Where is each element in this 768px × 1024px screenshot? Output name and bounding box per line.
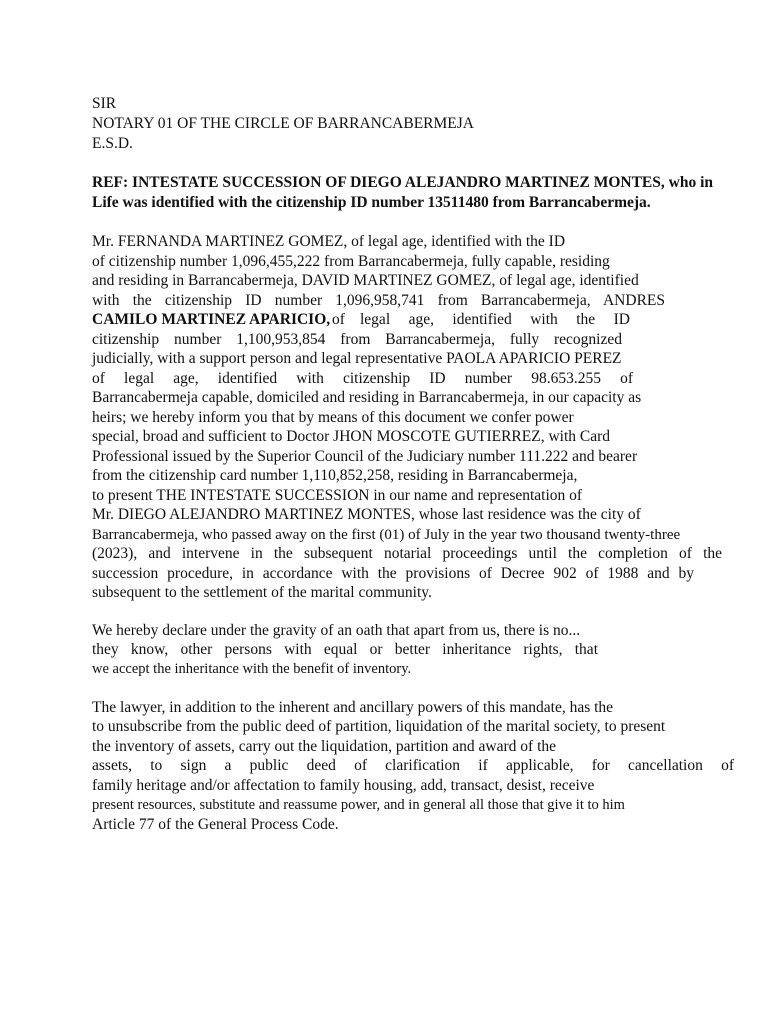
para1-line-15: Mr. DIEGO ALEJANDRO MARTINEZ MONTES, whose last residence was the city of: [92, 506, 641, 523]
para1-line-14: to present THE INTESTATE SUCCESSION in our name and representation of: [92, 487, 583, 504]
para2-line-1: We hereby declare under the gravity of an oath that apart from us, there is no...: [92, 622, 581, 639]
para1-line-18: succession procedure, in accordance with the provisions of Decree 902 of 1988 and by: [92, 565, 694, 582]
notary-office: NOTARY 01 OF THE CIRCLE OF BARRANCABERMEJA: [92, 115, 474, 132]
para1-line-5-rest: legal age, identified with the ID: [360, 311, 630, 328]
para1-line-8: of legal age, identified with citizenship ID number 98.653.255 of: [92, 370, 633, 387]
para1-line-4: with the citizenship ID number 1,096,958,741 from Barrancabermeja, ANDRES: [92, 292, 665, 309]
para1-line-17: (2023), and intervene in the subsequent notarial proceedings until the completion of the: [92, 545, 722, 562]
para1-line-5: [92, 310, 630, 330]
para1-line-10: heirs; we hereby inform you that by means of this document we confer power: [92, 409, 574, 426]
para3-line-6: present resources, substitute and reassume power, and in general all those that give it to him: [92, 797, 625, 813]
esd-line: E.S.D.: [92, 135, 133, 152]
para3-line-5: family heritage and/or affectation to family housing, add, transact, desist, receive: [92, 777, 595, 794]
para1-line-12: Professional issued by the Superior Council of the Judiciary number 111.222 and bearer: [92, 448, 638, 465]
para3-line-7: Article 77 of the General Process Code.: [92, 816, 339, 833]
para1-line-19: subsequent to the settlement of the marital community.: [92, 584, 432, 601]
para1-line-16: Barrancabermeja, who passed away on the first (01) of July in the year two thousand twenty-three: [92, 527, 681, 543]
para2-line-3: we accept the inheritance with the benefit of inventory.: [92, 661, 412, 677]
reference-line-1: REF: INTESTATE SUCCESSION OF DIEGO ALEJANDRO MARTINEZ MONTES, who in: [92, 174, 714, 191]
para3-line-1: The lawyer, in addition to the inherent and ancillary powers of this mandate, has the: [92, 699, 614, 716]
para1-line-13: from the citizenship card number 1,110,852,258, residing in Barrancabermeja,: [92, 467, 578, 484]
para1-line-1: Mr. FERNANDA MARTINEZ GOMEZ, of legal age, identified with the ID: [92, 233, 566, 250]
para1-line-11: special, broad and sufficient to Doctor JHON MOSCOTE GUTIERREZ, with Card: [92, 428, 611, 445]
para2-line-2: they know, other persons with equal or better inheritance rights, that: [92, 641, 598, 658]
para3-line-3: the inventory of assets, carry out the liquidation, partition and award of the: [92, 738, 557, 755]
reference-line-2: Life was identified with the citizenship ID number 13511480 from Barrancabermeja.: [92, 194, 651, 211]
salutation: SIR: [92, 95, 117, 112]
para3-line-2: to unsubscribe from the public deed of partition, liquidation of the marital society, to present: [92, 718, 666, 735]
para3-line-4: assets, to sign a public deed of clarification if applicable, for cancellation of: [92, 757, 734, 774]
overlapping-word: of: [332, 311, 345, 328]
para1-line-7: judicially, with a support person and legal representative PAOLA APARICIO PEREZ: [92, 350, 622, 367]
para1-line-9: Barrancabermeja capable, domiciled and residing in Barrancabermeja, in our capacity as: [92, 389, 642, 406]
para1-line-3: and residing in Barrancabermeja, DAVID MARTINEZ GOMEZ, of legal age, identified: [92, 272, 639, 289]
para1-line-6: citizenship number 1,100,953,854 from Barrancabermeja, fully recognized: [92, 331, 622, 348]
para1-line-2: of citizenship number 1,096,455,222 from Barrancabermeja, fully capable, residing: [92, 253, 610, 270]
heir-name-bold: CAMILO MARTINEZ APARICIO,: [92, 311, 331, 328]
